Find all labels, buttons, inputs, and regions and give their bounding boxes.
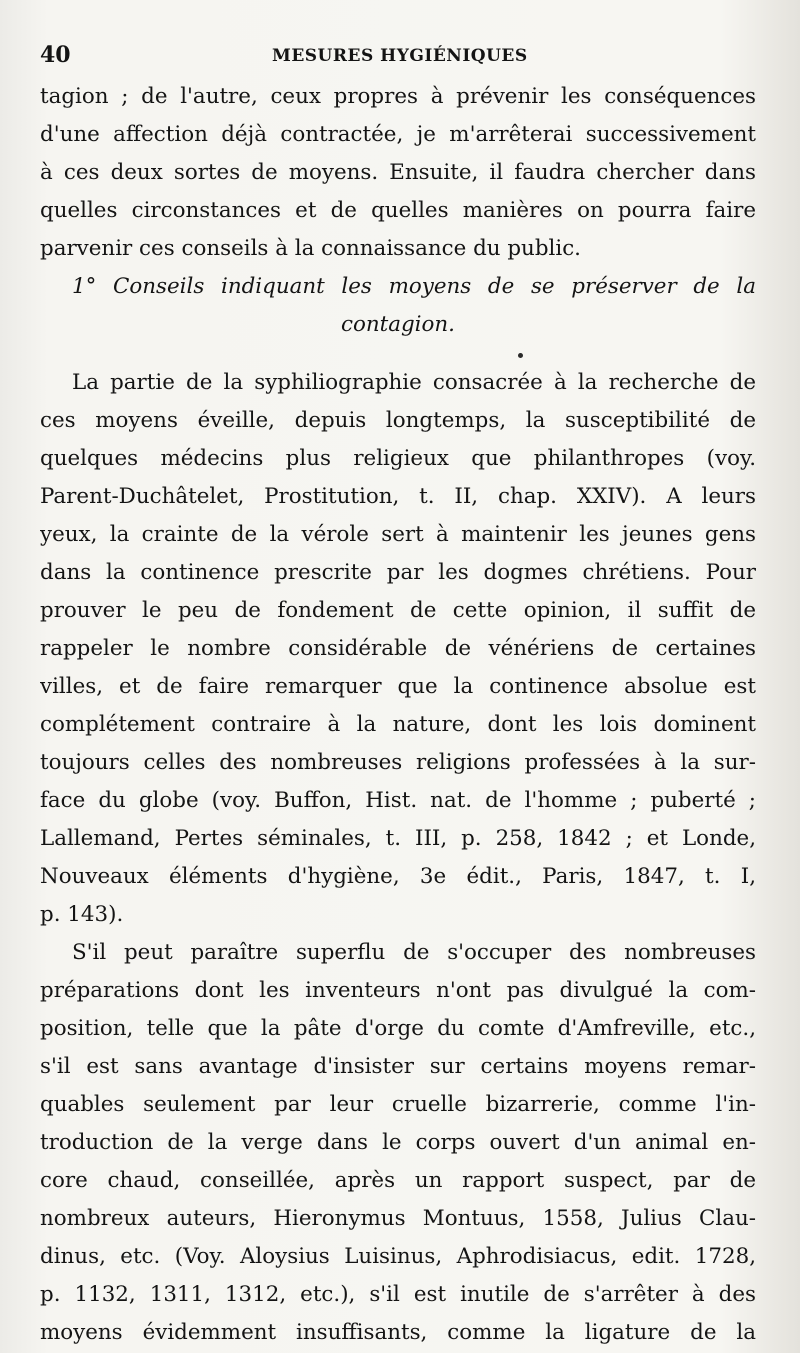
text-line: moyens évidemment insuffisants, comme la ligature de la bbox=[40, 1320, 756, 1345]
text-line: dinus, etc. (Voy. Aloysius Luisinus, Aphrodisiacus, edit. 1728, bbox=[40, 1244, 756, 1269]
paragraph-2 bbox=[40, 934, 756, 1352]
text-line: dans la continence prescrite par les dogmes chrétiens. Pour bbox=[40, 560, 756, 585]
intro-block bbox=[40, 78, 756, 268]
text-line: à ces deux sortes de moyens. Ensuite, il faudra chercher dans bbox=[40, 160, 756, 185]
text-line: core chaud, conseillée, après un rapport suspect, par de bbox=[40, 1168, 756, 1193]
text-line: ces moyens éveille, depuis longtemps, la susceptibilité de bbox=[40, 408, 756, 433]
text-line: position, telle que la pâte d'orge du comte d'Amfreville, etc., bbox=[40, 1016, 756, 1041]
text-line: rappeler le nombre considérable de vénériens de certaines bbox=[40, 636, 756, 661]
text-line: toujours celles des nombreuses religions professées à la sur- bbox=[40, 750, 756, 775]
page-number: 40 bbox=[40, 42, 71, 68]
page-header bbox=[40, 40, 756, 74]
text-line: troduction de la verge dans le corps ouvert d'un animal en- bbox=[40, 1130, 756, 1155]
text-line: quelles circonstances et de quelles manières on pourra faire bbox=[40, 198, 756, 223]
text-line: yeux, la crainte de la vérole sert à maintenir les jeunes gens bbox=[40, 522, 756, 547]
paragraph-1 bbox=[40, 364, 756, 934]
text-line: villes, et de faire remarquer que la continence absolue est bbox=[40, 674, 756, 699]
text-line: parvenir ces conseils à la connaissance du public. bbox=[40, 236, 581, 261]
body-text bbox=[40, 78, 756, 1352]
text-line: quables seulement par leur cruelle bizarrerie, comme l'in- bbox=[40, 1092, 756, 1117]
section-title-line: contagion. bbox=[341, 312, 455, 337]
section-title-line: 1° Conseils indiquant les moyens de se préserver de la bbox=[72, 274, 756, 299]
text-line: S'il peut paraître superflu de s'occuper des nombreuses bbox=[72, 940, 756, 965]
text-line: d'une affection déjà contractée, je m'arrêterai successivement bbox=[40, 122, 756, 147]
text-line: quelques médecins plus religieux que philanthropes (voy. bbox=[40, 446, 756, 471]
text-line: Parent-Duchâtelet, Prostitution, t. II, chap. XXIV). A leurs bbox=[40, 484, 756, 509]
text-line: face du globe (voy. Buffon, Hist. nat. de l'homme ; puberté ; bbox=[40, 788, 756, 813]
section-heading bbox=[40, 268, 756, 344]
text-line: s'il est sans avantage d'insister sur certains moyens remar- bbox=[40, 1054, 756, 1079]
text-line: La partie de la syphiliographie consacrée à la recherche de bbox=[72, 370, 756, 395]
text-line: Lallemand, Pertes séminales, t. III, p. 258, 1842 ; et Londe, bbox=[40, 826, 756, 851]
text-line: nombreux auteurs, Hieronymus Montuus, 1558, Julius Clau- bbox=[40, 1206, 756, 1231]
text-line: tagion ; de l'autre, ceux propres à prévenir les conséquences bbox=[40, 84, 756, 109]
text-line: préparations dont les inventeurs n'ont pas divulgué la com- bbox=[40, 978, 756, 1003]
text-line: p. 143). bbox=[40, 902, 124, 927]
text-line: complétement contraire à la nature, dont les lois dominent bbox=[40, 712, 756, 737]
separator-dot bbox=[518, 353, 523, 358]
text-line: p. 1132, 1311, 1312, etc.), s'il est inutile de s'arrêter à des bbox=[40, 1282, 756, 1307]
text-line: prouver le peu de fondement de cette opinion, il suffit de bbox=[40, 598, 756, 623]
running-head: MESURES HYGIÉNIQUES bbox=[272, 46, 528, 66]
text-line: Nouveaux éléments d'hygiène, 3e édit., Paris, 1847, t. I, bbox=[40, 864, 756, 889]
